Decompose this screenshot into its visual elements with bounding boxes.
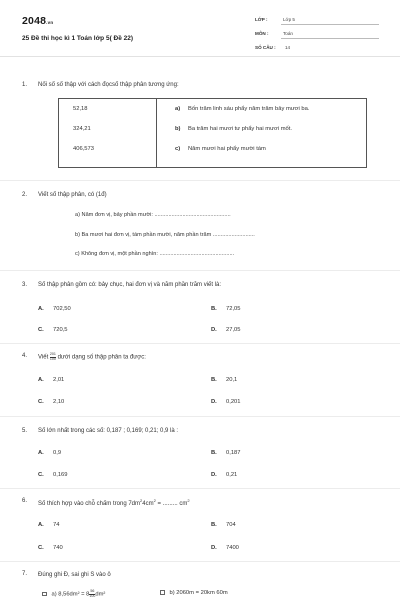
option-value: 27,05 xyxy=(226,327,241,333)
meta-count-label: SỐ CÂU : xyxy=(255,45,276,50)
logo-text: 2048 xyxy=(22,15,47,27)
option-letter: C. xyxy=(38,399,44,405)
question-text: Số lớn nhất trong các số: 0,187 ; 0,169; 0,21; 0,9 là : xyxy=(38,428,179,434)
meta-divider xyxy=(281,38,379,39)
question-divider xyxy=(0,561,400,562)
question-text-after: dưới dạng số thập phân ta được: xyxy=(57,354,146,361)
item-text: b) 2060m = 20km 60m xyxy=(169,590,228,596)
fraction-numerator: 201 xyxy=(49,352,56,356)
option-letter: B. xyxy=(211,306,217,312)
option-value: 2,01 xyxy=(53,377,65,383)
item-unit: dm² xyxy=(95,591,106,598)
site-logo[interactable] xyxy=(22,15,53,27)
fill-item: b) Ba mươi hai đơn vị, tám phần mười, năm phần trăm ........................... xyxy=(75,232,255,238)
option-letter: A. xyxy=(38,377,44,383)
left-item: 406,573 xyxy=(73,146,94,152)
option-value: 740 xyxy=(53,545,63,551)
question-divider xyxy=(0,343,400,344)
option-value: 20,1 xyxy=(226,377,238,383)
option-letter: A. xyxy=(38,522,44,528)
question-text: Viết số thập phân, có (1đ) xyxy=(38,192,107,198)
meta-subject-value: Toán xyxy=(283,31,293,36)
question-number: 6. xyxy=(22,498,28,504)
meta-subject-label: MÔN : xyxy=(255,31,269,36)
true-false-item-a[interactable] xyxy=(42,590,105,598)
question-number: 3. xyxy=(22,282,28,288)
question-text-mid2: = ......... cm xyxy=(155,501,188,507)
meta-count-value: 14 xyxy=(285,45,291,50)
question-text-before: Viết xyxy=(38,354,49,361)
option-value: 2,10 xyxy=(53,399,65,405)
option-value: 0,9 xyxy=(53,450,62,456)
question-text-body: Đúng ghi Đ, sai ghi S vào ô xyxy=(38,572,111,578)
right-letter: c) xyxy=(175,146,181,152)
option-letter: D. xyxy=(211,545,217,551)
option-letter: C. xyxy=(38,327,44,333)
option-letter: B. xyxy=(211,522,217,528)
question-number: 7. xyxy=(22,571,28,577)
question-divider xyxy=(0,270,400,271)
matching-table xyxy=(58,98,367,168)
question-number: 2. xyxy=(22,192,28,198)
option-letter: D. xyxy=(211,327,217,333)
answer-checkbox[interactable] xyxy=(42,592,47,597)
option-value: 0,21 xyxy=(226,472,238,478)
option-letter: B. xyxy=(211,450,217,456)
document-title: 25 Đề thi học kì 1 Toán lớp 5( Đề 22) xyxy=(22,35,134,42)
meta-divider xyxy=(281,24,379,25)
superscript: 2 xyxy=(187,498,190,503)
answer-checkbox[interactable] xyxy=(160,590,165,595)
table-divider xyxy=(156,99,157,167)
right-item: Ba trăm hai mươi tư phẩy hai mươi mốt. xyxy=(188,126,292,132)
question-text xyxy=(38,571,117,578)
question-divider xyxy=(0,180,400,181)
meta-class-value: Lớp 5 xyxy=(283,17,295,22)
question-number: 4. xyxy=(22,353,28,359)
fraction xyxy=(50,353,56,361)
option-value: 7400 xyxy=(226,545,239,551)
option-value: 0,187 xyxy=(226,450,241,456)
logo-suffix: .vn xyxy=(46,20,54,25)
right-item: Năm mươi hai phẩy mười tám xyxy=(188,146,266,152)
question-text: Nối số số thập với cách đọcsố thập phân tương ứng: xyxy=(38,82,179,88)
meta-class-label: LỚP : xyxy=(255,17,268,22)
option-letter: B. xyxy=(211,377,217,383)
option-value: 74 xyxy=(53,522,60,528)
right-letter: a) xyxy=(175,106,181,112)
left-item: 52,18 xyxy=(73,106,88,112)
left-item: 324,21 xyxy=(73,126,91,132)
option-value: 0,169 xyxy=(53,472,68,478)
question-text-before: Số thích hợp vào chỗ chấm trong 7dm xyxy=(38,501,140,507)
fraction-denominator: 100 xyxy=(49,356,56,361)
option-letter: C. xyxy=(38,472,44,478)
question-number: 5. xyxy=(22,428,28,434)
option-letter: D. xyxy=(211,399,217,405)
question-text xyxy=(38,353,146,361)
fraction-numerator: 56 xyxy=(90,589,95,593)
item-text: a) 8,56dm² = 8 xyxy=(51,591,90,598)
fill-item: c) Không đơn vị, một phần nghìn: ................................................ xyxy=(75,251,235,257)
option-letter: C. xyxy=(38,545,44,551)
superscript: 2 xyxy=(153,498,156,503)
option-letter: A. xyxy=(38,306,44,312)
fill-item: a) Năm đơn vị, bảy phần mười: ................................................. xyxy=(75,212,231,218)
fraction-denominator: 100 xyxy=(89,593,96,598)
option-letter: A. xyxy=(38,450,44,456)
option-value: 720,5 xyxy=(53,327,68,333)
option-letter: D. xyxy=(211,472,217,478)
question-divider xyxy=(0,488,400,489)
question-text xyxy=(38,498,190,507)
option-value: 72,05 xyxy=(226,306,241,312)
option-value: 0,201 xyxy=(226,399,241,405)
question-number: 1. xyxy=(22,82,28,88)
option-value: 704 xyxy=(226,522,236,528)
header-divider xyxy=(0,56,400,57)
true-false-item-b[interactable] xyxy=(160,590,228,596)
option-value: 702,50 xyxy=(53,306,71,312)
question-text: Số thập phân gồm có: bảy chục, hai đơn vị và năm phần trăm viết là: xyxy=(38,282,222,288)
right-item: Bốn trăm linh sáu phẩy năm trăm bảy mươi ba. xyxy=(188,106,310,112)
question-divider xyxy=(0,416,400,417)
right-letter: b) xyxy=(175,126,181,132)
question-text-mid: 4cm xyxy=(142,501,154,507)
superscript: 2 xyxy=(140,498,143,503)
